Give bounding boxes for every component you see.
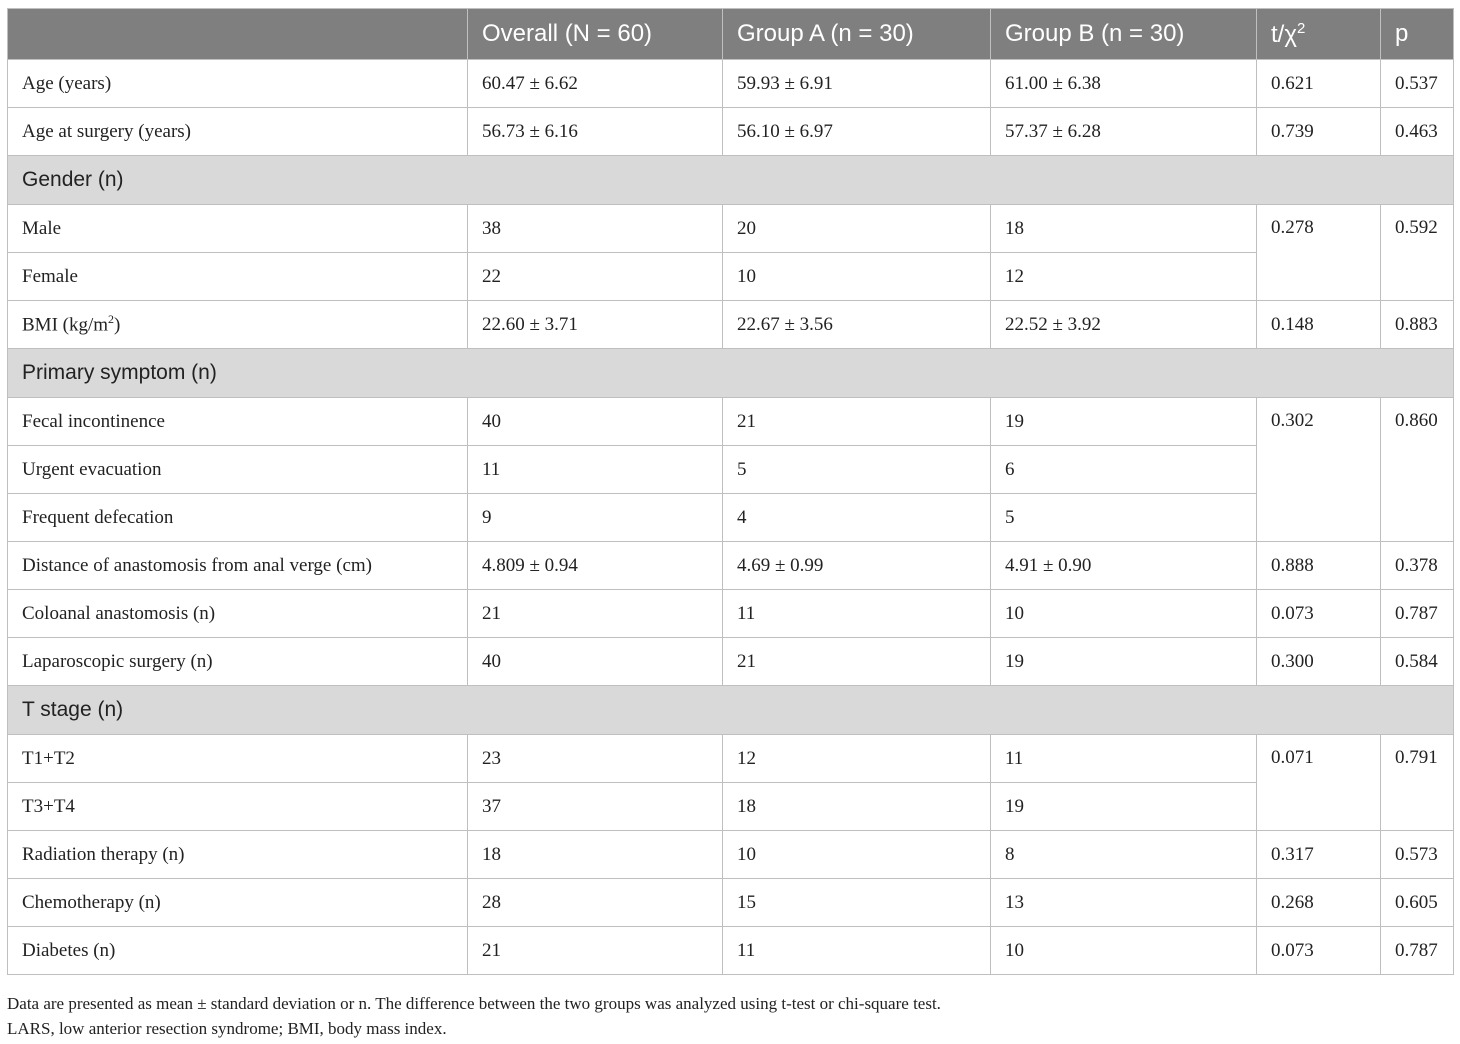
cell-statistic: 0.739 xyxy=(1257,108,1381,156)
cell-statistic: 0.278 xyxy=(1257,205,1381,301)
cell-overall: 18 xyxy=(468,831,723,879)
row-label: T3+T4 xyxy=(8,783,468,831)
cell-group-a: 18 xyxy=(723,783,991,831)
cell-group-b: 12 xyxy=(991,253,1257,301)
table-footnotes xyxy=(7,991,941,1041)
cell-overall: 40 xyxy=(468,638,723,686)
cell-group-a: 11 xyxy=(723,927,991,975)
table-row xyxy=(8,590,1454,638)
cell-overall: 21 xyxy=(468,590,723,638)
row-label: Male xyxy=(8,205,468,253)
section-row xyxy=(8,156,1454,205)
table-row xyxy=(8,831,1454,879)
cell-group-a: 4.69 ± 0.99 xyxy=(723,542,991,590)
cell-overall: 22.60 ± 3.71 xyxy=(468,301,723,349)
row-label: T1+T2 xyxy=(8,735,468,783)
table-row xyxy=(8,398,1454,446)
cell-overall: 22 xyxy=(468,253,723,301)
footnote-data-presentation: Data are presented as mean ± standard deviation or n. The difference between the two groups was analyzed using t-test or chi-square test. xyxy=(7,994,941,1013)
cell-group-a: 10 xyxy=(723,253,991,301)
header-empty-cell xyxy=(8,9,468,60)
cell-p-value: 0.860 xyxy=(1381,398,1454,542)
cell-p-value: 0.573 xyxy=(1381,831,1454,879)
cell-group-a: 4 xyxy=(723,494,991,542)
cell-group-a: 11 xyxy=(723,590,991,638)
table-row xyxy=(8,638,1454,686)
section-row xyxy=(8,686,1454,735)
cell-statistic: 0.302 xyxy=(1257,398,1381,542)
cell-group-a: 21 xyxy=(723,398,991,446)
table-row xyxy=(8,446,1454,494)
section-label-t-stage: T stage (n) xyxy=(8,686,1454,735)
row-label: Coloanal anastomosis (n) xyxy=(8,590,468,638)
cell-overall: 60.47 ± 6.62 xyxy=(468,60,723,108)
cell-group-b: 5 xyxy=(991,494,1257,542)
row-label: Age (years) xyxy=(8,60,468,108)
cell-group-a: 59.93 ± 6.91 xyxy=(723,60,991,108)
cell-overall: 37 xyxy=(468,783,723,831)
cell-statistic: 0.888 xyxy=(1257,542,1381,590)
row-label xyxy=(8,301,468,349)
cell-group-b: 57.37 ± 6.28 xyxy=(991,108,1257,156)
cell-group-b: 6 xyxy=(991,446,1257,494)
cell-overall: 38 xyxy=(468,205,723,253)
header-statistic-sup: 2 xyxy=(1296,19,1306,37)
table-row xyxy=(8,494,1454,542)
bmi-label-base: BMI (kg/m xyxy=(22,314,109,336)
cell-group-b: 13 xyxy=(991,879,1257,927)
cell-group-a: 20 xyxy=(723,205,991,253)
cell-group-b: 8 xyxy=(991,831,1257,879)
row-label: Age at surgery (years) xyxy=(8,108,468,156)
cell-group-a: 10 xyxy=(723,831,991,879)
row-label: Distance of anastomosis from anal verge (cm) xyxy=(8,542,468,590)
table-row xyxy=(8,879,1454,927)
header-p-value: p xyxy=(1381,9,1454,60)
table-row xyxy=(8,783,1454,831)
table-row xyxy=(8,542,1454,590)
cell-group-a: 21 xyxy=(723,638,991,686)
cell-statistic: 0.621 xyxy=(1257,60,1381,108)
section-label-primary-symptom: Primary symptom (n) xyxy=(8,349,1454,398)
cell-group-b: 19 xyxy=(991,638,1257,686)
cell-p-value: 0.787 xyxy=(1381,590,1454,638)
cell-p-value: 0.787 xyxy=(1381,927,1454,975)
cell-p-value: 0.537 xyxy=(1381,60,1454,108)
cell-overall: 4.809 ± 0.94 xyxy=(468,542,723,590)
cell-group-a: 12 xyxy=(723,735,991,783)
row-label: Frequent defecation xyxy=(8,494,468,542)
bmi-label-sup: 2 xyxy=(108,312,115,327)
row-label: Fecal incontinence xyxy=(8,398,468,446)
cell-group-b: 19 xyxy=(991,783,1257,831)
cell-p-value: 0.378 xyxy=(1381,542,1454,590)
cell-overall: 9 xyxy=(468,494,723,542)
cell-group-b: 10 xyxy=(991,590,1257,638)
table-row xyxy=(8,253,1454,301)
header-statistic xyxy=(1257,9,1381,60)
baseline-characteristics-table xyxy=(7,8,1454,975)
cell-group-b: 11 xyxy=(991,735,1257,783)
cell-group-b: 10 xyxy=(991,927,1257,975)
cell-overall: 28 xyxy=(468,879,723,927)
header-group-b: Group B (n = 30) xyxy=(991,9,1257,60)
cell-p-value: 0.592 xyxy=(1381,205,1454,301)
row-label: Diabetes (n) xyxy=(8,927,468,975)
cell-group-b: 4.91 ± 0.90 xyxy=(991,542,1257,590)
header-overall: Overall (N = 60) xyxy=(468,9,723,60)
cell-overall: 11 xyxy=(468,446,723,494)
cell-statistic: 0.073 xyxy=(1257,590,1381,638)
cell-overall: 21 xyxy=(468,927,723,975)
row-label: Female xyxy=(8,253,468,301)
cell-group-a: 56.10 ± 6.97 xyxy=(723,108,991,156)
cell-statistic: 0.300 xyxy=(1257,638,1381,686)
table-row xyxy=(8,205,1454,253)
cell-statistic: 0.071 xyxy=(1257,735,1381,831)
bmi-label-end: ) xyxy=(114,314,121,336)
table-row xyxy=(8,60,1454,108)
cell-group-a: 15 xyxy=(723,879,991,927)
cell-group-b: 19 xyxy=(991,398,1257,446)
header-statistic-base: t/χ xyxy=(1271,20,1297,48)
table-row xyxy=(8,927,1454,975)
cell-p-value: 0.463 xyxy=(1381,108,1454,156)
table-row xyxy=(8,301,1454,349)
cell-p-value: 0.605 xyxy=(1381,879,1454,927)
cell-overall: 40 xyxy=(468,398,723,446)
cell-group-b: 61.00 ± 6.38 xyxy=(991,60,1257,108)
row-label: Urgent evacuation xyxy=(8,446,468,494)
header-group-a: Group A (n = 30) xyxy=(723,9,991,60)
cell-p-value: 0.883 xyxy=(1381,301,1454,349)
cell-overall: 23 xyxy=(468,735,723,783)
cell-group-a: 5 xyxy=(723,446,991,494)
cell-p-value: 0.791 xyxy=(1381,735,1454,831)
footnote-abbreviations: LARS, low anterior resection syndrome; BMI, body mass index. xyxy=(7,1019,447,1038)
table-header-row xyxy=(8,9,1454,60)
cell-group-b: 22.52 ± 3.92 xyxy=(991,301,1257,349)
cell-statistic: 0.268 xyxy=(1257,879,1381,927)
section-label-gender: Gender (n) xyxy=(8,156,1454,205)
cell-p-value: 0.584 xyxy=(1381,638,1454,686)
cell-statistic: 0.073 xyxy=(1257,927,1381,975)
cell-group-a: 22.67 ± 3.56 xyxy=(723,301,991,349)
table-row xyxy=(8,735,1454,783)
cell-statistic: 0.148 xyxy=(1257,301,1381,349)
cell-overall: 56.73 ± 6.16 xyxy=(468,108,723,156)
section-row xyxy=(8,349,1454,398)
row-label: Chemotherapy (n) xyxy=(8,879,468,927)
row-label: Radiation therapy (n) xyxy=(8,831,468,879)
table-row xyxy=(8,108,1454,156)
cell-statistic: 0.317 xyxy=(1257,831,1381,879)
cell-group-b: 18 xyxy=(991,205,1257,253)
row-label: Laparoscopic surgery (n) xyxy=(8,638,468,686)
